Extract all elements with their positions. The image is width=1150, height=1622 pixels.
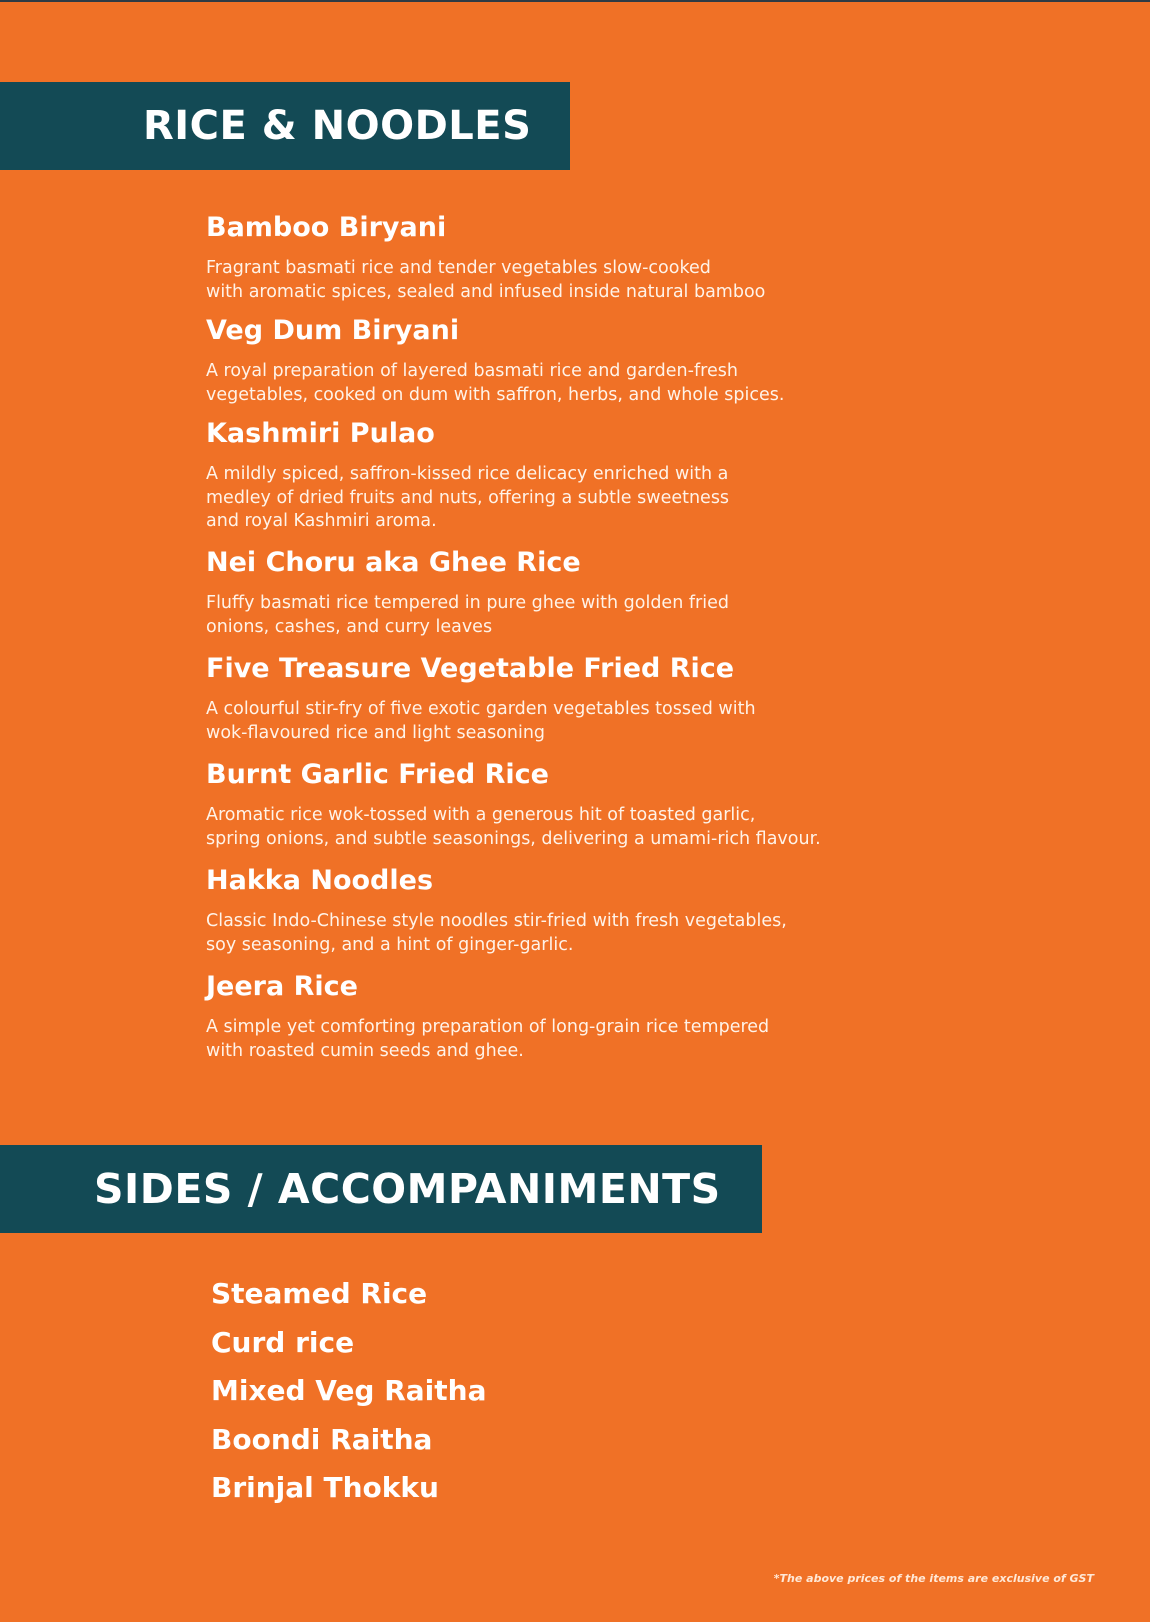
item-name: Burnt Garlic Fried Rice	[206, 759, 549, 790]
item-name: Nei Choru aka Ghee Rice	[206, 547, 581, 578]
section-title-sides: SIDES / ACCOMPANIMENTS	[94, 1165, 721, 1213]
menu-item	[206, 755, 906, 861]
item-name: Veg Dum Biryani	[206, 315, 460, 346]
section-title-rice-noodles: RICE & NOODLES	[143, 103, 532, 149]
section-banner-sides	[0, 1145, 762, 1233]
side-item: Boondi Raitha	[211, 1422, 433, 1456]
item-name: Jeera Rice	[206, 971, 358, 1002]
item-description: Classic Indo-Chinese style noodles stir-fried with fresh vegetables, soy seasoning, and a hint of ginger-garlic.	[206, 911, 787, 955]
item-description: A mildly spiced, saffron-kissed rice delicacy enriched with a medley of dried fruits and nuts, offering a subtle sweetness and royal Kashmiri aroma.	[206, 464, 730, 531]
item-description: Fluffy basmati rice tempered in pure ghee with golden fried onions, cashes, and curry leaves	[206, 593, 729, 637]
item-name: Bamboo Biryani	[206, 212, 447, 243]
item-description: Fragrant basmati rice and tender vegetables slow-cooked with aromatic spices, sealed and infused inside natural bamboo	[206, 258, 766, 302]
sides-list	[211, 1270, 487, 1513]
item-description: A royal preparation of layered basmati rice and garden-fresh vegetables, cooked on dum with saffron, herbs, and whole spices.	[206, 361, 785, 405]
side-item: Brinjal Thokku	[211, 1471, 439, 1504]
rice-noodles-list	[206, 208, 906, 1073]
item-name: Hakka Noodles	[206, 865, 434, 896]
side-item: Mixed Veg Raitha	[211, 1374, 487, 1407]
side-item: Curd rice	[211, 1325, 355, 1359]
item-description: A colourful stir-fry of five exotic garden vegetables tossed with wok-flavoured rice and light seasoning	[206, 699, 756, 743]
top-border	[0, 0, 1150, 2]
menu-item	[206, 967, 906, 1073]
item-description: Aromatic rice wok-tossed with a generous hit of toasted garlic, spring onions, and subtle seasonings, delivering a umami-rich flavour.	[206, 805, 821, 849]
menu-item	[206, 414, 906, 543]
menu-item	[206, 208, 906, 311]
menu-item	[206, 311, 906, 414]
item-description: A simple yet comforting preparation of long-grain rice tempered with roasted cumin seeds and ghee.	[206, 1017, 770, 1061]
item-name: Kashmiri Pulao	[206, 418, 435, 449]
menu-item	[206, 543, 906, 649]
menu-item	[206, 649, 906, 755]
section-banner-rice-noodles	[0, 82, 570, 170]
side-item: Steamed Rice	[211, 1277, 428, 1310]
item-name: Five Treasure Vegetable Fried Rice	[206, 653, 735, 684]
gst-footnote: *The above prices of the items are exclusive of GST	[773, 1572, 1094, 1585]
menu-item	[206, 861, 906, 967]
